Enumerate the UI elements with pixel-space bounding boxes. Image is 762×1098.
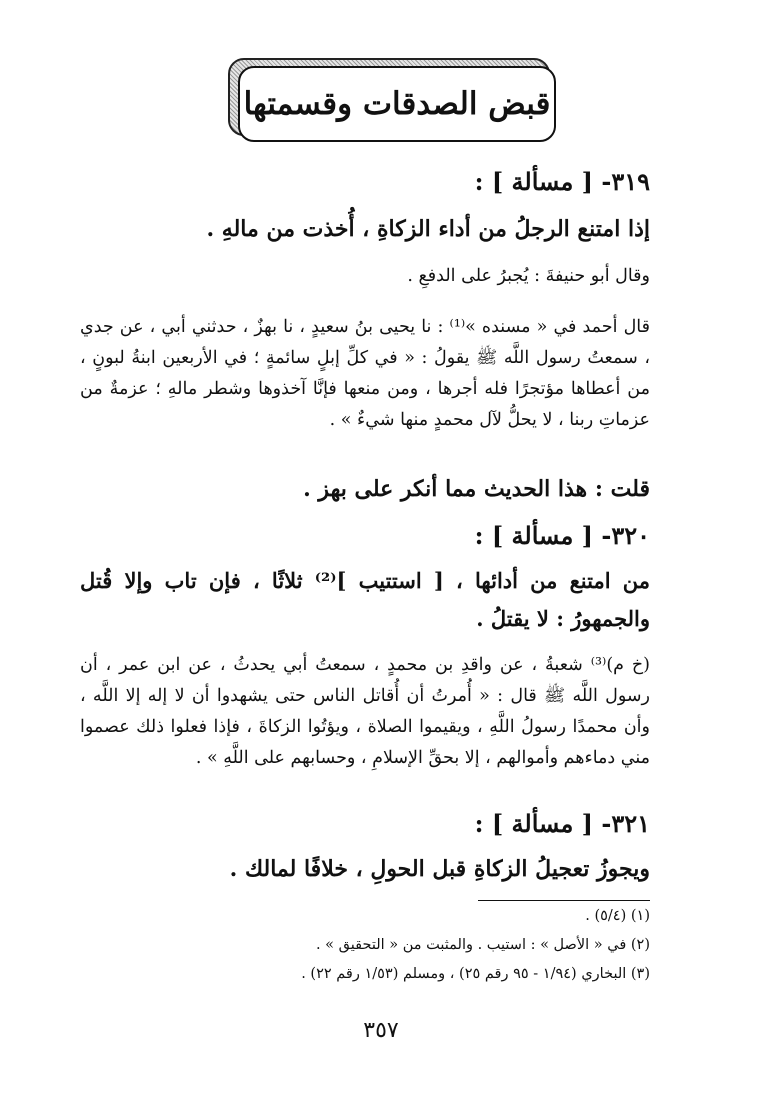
footnote-3: (٣) البخاري (١/٩٤ - ٩٥ رقم ٢٥) ، ومسلم (١/٥٣ رقم ٢٢) .	[301, 966, 650, 982]
issue-320-ruling: من امتنع من أدائها ، [ استتيب ]⁽²⁾ ثلاثًا ، فإن تاب وإلا قُتل والجمهورُ : لا يقتلُ .	[80, 568, 650, 631]
issue-320-hadith: (خ م)⁽³⁾ شعبةُ ، عن واقدِ بن محمدٍ ، سمعتُ أبي يحدثُ ، عن ابن عمر ، أن رسول اللَّه ﷺ قال : « أُمرتُ أن أُقاتل الناس حتى يشهدوا أن لا إله إلا اللَّه ، وأن محمدًا رسولُ اللَّهِ ، ويقيموا الصلاة ، ويؤتُوا الزكاةَ ، فإذا فعلوا ذلك عصموا مني دماءهم وأموالهم ، إلا بحقِّ الإسلامِ ، وحسابهم على اللَّهِ » .	[80, 655, 650, 768]
footnote-2: (٢) في « الأصل » : استيب . والمثبت من « التحقيق » .	[315, 937, 650, 953]
issue-319-opinion: وقال أبو حنيفةَ : يُجبرُ على الدفعِ .	[407, 266, 650, 286]
page-number: ٣٥٧	[363, 1018, 399, 1043]
chapter-title-frame	[228, 58, 556, 140]
footnote-1: (١) (٥/٤) .	[585, 908, 650, 924]
issue-319-ruling: إذا امتنع الرجلُ من أداء الزكاةِ ، أُخذت من مالهِ .	[206, 216, 650, 242]
footnote-separator	[478, 900, 650, 901]
chapter-title: قبض الصدقات وقسمتها	[238, 66, 556, 142]
issue-320-heading: ٣٢٠- [ مسألة ] :	[474, 521, 650, 550]
issue-321-ruling: ويجوزُ تعجيلُ الزكاةِ قبل الحولِ ، خلافًا لمالك .	[229, 856, 650, 882]
issue-319-comment: قلت : هذا الحديث مما أنكر على بهز .	[303, 476, 650, 502]
issue-321-heading: ٣٢١- [ مسألة ] :	[474, 809, 650, 838]
issue-319-hadith: قال أحمد في « مسنده »⁽¹⁾ : نا يحيى بنُ سعيدٍ ، نا بهزٌ ، حدثني أبي ، عن جدي ، سمعتُ رسول اللَّه ﷺ يقولُ : « في كلِّ إبلٍ سائمةٍ ؛ في الأربعين ابنةُ لبونٍ ، من أعطاها مؤتجرًا فله أجرها ، ومن منعها فإنَّا آخذوها وشطر مالهِ ؛ عزمةٌ من عزماتِ ربنا ، لا يحلُّ لآل محمدٍ منها شيءٌ » .	[80, 317, 650, 430]
issue-319-heading: ٣١٩- [ مسألة ] :	[474, 167, 650, 196]
